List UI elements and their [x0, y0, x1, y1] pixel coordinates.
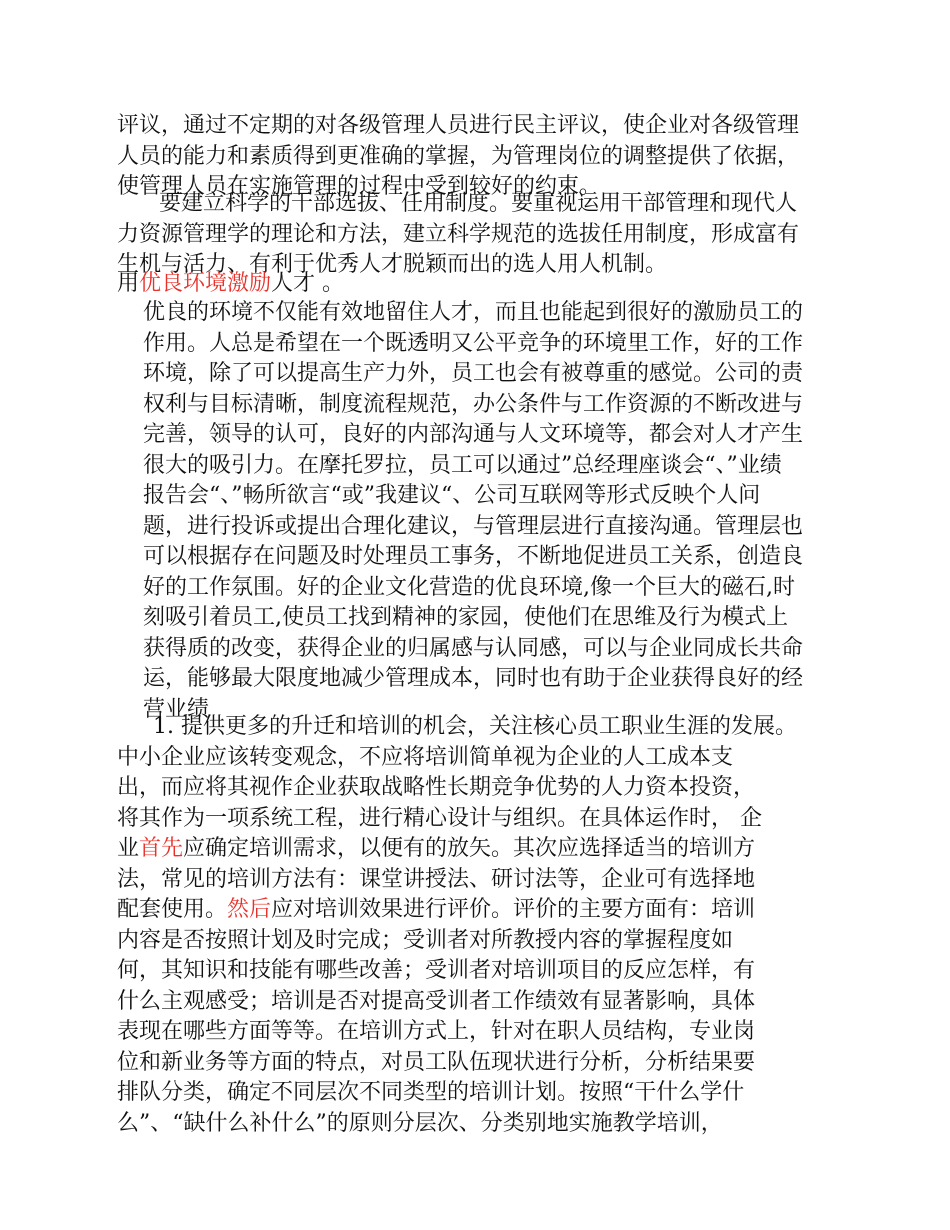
text-line: 好的工作氛围。好的企业文化营造的优良环境,像一个巨大的磁石,时	[143, 574, 795, 600]
highlight-then: 然后	[227, 897, 272, 922]
text-line: 环境，除了可以提高生产力外，员工也会有被尊重的感觉。公司的责	[143, 361, 804, 386]
text-line: 力资源管理学的理论和方法，建立科学规范的选拔任用制度，形成富有	[117, 221, 800, 247]
paragraph-training	[117, 712, 797, 1139]
text-line-with-highlight	[117, 834, 797, 865]
text-line: 运，能够最大限度地减少管理成本，同时也有助于企业获得良好的经	[143, 666, 804, 691]
text-line: 内容是否按照计划及时完成；受训者对所教授内容的掌握程度如	[117, 927, 734, 953]
text-segment: 应对培训效果进行评价。评价的主要方面有：培训	[271, 897, 756, 922]
text-line: 很大的吸引力。在摩托罗拉，员工可以通过”总经理座谈会“、”业绩	[143, 452, 782, 478]
text-line: 报告会“、”畅所欲言“或”我建议“、公司互联网等形式反映个人问	[143, 483, 761, 508]
text-line: 么”、“缺什么补什么”的原则分层次、分类别地实施教学培训，	[117, 1110, 723, 1136]
text-line: 评议，通过不定期的对各级管理人员进行民主评议，使企业对各级管理	[117, 113, 800, 138]
text-line: 营业绩	[143, 696, 210, 722]
text-line: 位和新业务等方面的特点，对员工队伍现状进行分析，分析结果要	[117, 1049, 756, 1075]
text-line: 作用。人总是希望在一个既透明又公平竞争的环境里工作，好的工作	[143, 330, 804, 356]
heading-line	[117, 269, 344, 300]
text-line: 刻吸引着员工,使员工找到精神的家园，使他们在思维及行为模式上	[143, 605, 788, 630]
text-line: 可以根据存在问题及时处理员工事务，不断地促进员工关系，创造良	[143, 544, 804, 569]
text-line: 将其作为一项系统工程，进行精心设计与组织。在具体运作时， 企	[117, 805, 762, 831]
highlight-first: 首先	[139, 836, 184, 861]
text-line: 人员的能力和素质得到更准确的掌握，为管理岗位的调整提供了依据，	[117, 143, 800, 169]
text-line: 完善，领导的认可，良好的内部沟通与人文环境等，都会对人才产生	[143, 422, 804, 447]
paragraph-environment	[143, 298, 803, 725]
text-line: 排队分类，确定不同层次不同类型的培训计划。按照“干什么学什	[117, 1080, 745, 1105]
text-line: 获得质的改变，获得企业的归属感与认同感，可以与企业同成长共命	[143, 635, 804, 661]
text-line: 要建立科学的干部选拔、任用制度。要重视运用干部管理和现代人	[159, 191, 798, 216]
text-line: 什么主观感受；培训是否对提高受训者工作绩效有显著影响，具体	[117, 988, 756, 1014]
text-line-with-highlight	[117, 895, 797, 926]
text-line: 出，而应将其视作企业获取战略性长期竞争优势的人力资本投资，	[117, 775, 756, 800]
text-line: 表现在哪些方面等等。在培训方式上，针对在职人员结构，专业岗	[117, 1019, 756, 1044]
section-heading	[117, 269, 344, 300]
text-line: 法，常见的培训方法有：课堂讲授法、研讨法等，企业可有选择地	[117, 866, 756, 892]
text-line: 题，进行投诉或提出合理化建议，与管理层进行直接沟通。管理层也	[143, 513, 804, 539]
text-line: 权利与目标清晰，制度流程规范，办公条件与工作资源的不断改进与	[143, 391, 804, 417]
text-line: 何，其知识和技能有哪些改善；受训者对培训项目的反应怎样，有	[117, 958, 756, 983]
text-line: 1. 提供更多的升迁和培训的机会，关注核心员工职业生涯的发展。	[153, 714, 797, 739]
text-line: 优良的环境不仅能有效地留住人才，而且也能起到很好的激励员工的	[143, 300, 804, 325]
text-segment: 应确定培训需求，以便有的放矢。其次应选择适当的培训方	[183, 836, 756, 861]
text-line: 生机与活力、有利于优秀人才脱颖而出的选人用人机制。	[117, 252, 668, 277]
heading-prefix: 用	[117, 271, 140, 296]
text-segment: 业	[117, 836, 140, 861]
heading-suffix: 人才 。	[271, 271, 345, 296]
heading-highlight: 优良环境激励	[139, 271, 272, 296]
paragraph-cadre-selection	[117, 189, 799, 281]
text-line: 中小企业应该转变观念，不应将培训简单视为企业的人工成本支	[117, 744, 734, 770]
text-line: 使管理人员在实施管理的过程中受到较好的约束。	[117, 174, 602, 199]
text-segment: 配套使用。	[117, 897, 228, 922]
